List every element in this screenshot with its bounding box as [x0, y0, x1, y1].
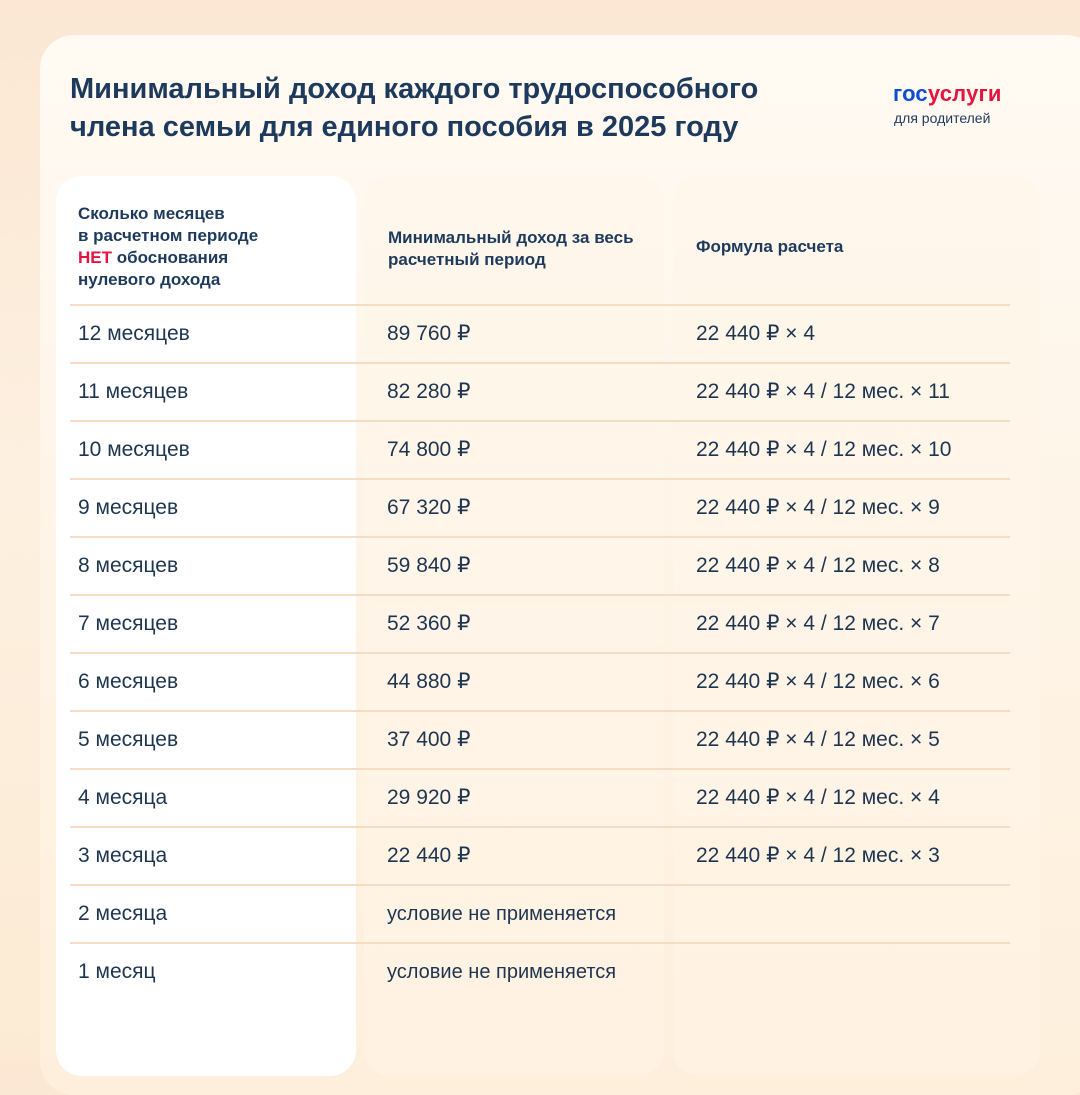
months-cell: 10 месяцев	[78, 438, 190, 461]
months-cell: 3 месяца	[78, 844, 168, 867]
formula-cell: 22 440 ₽ × 4	[696, 322, 816, 345]
income-cell: 89 760 ₽	[387, 322, 471, 345]
logo-subtitle: для родителей	[894, 110, 991, 126]
income-cell: 22 440 ₽	[387, 844, 471, 867]
table-row	[70, 942, 1010, 1000]
page-title: Минимальный доход каждого трудоспособного члена семьи для единого пособия в 2025 году	[70, 73, 759, 143]
income-cell: 67 320 ₽	[387, 496, 471, 519]
formula-cell: 22 440 ₽ × 4 / 12 мес. × 7	[696, 612, 940, 635]
table-row	[70, 304, 1010, 362]
income-cell: 52 360 ₽	[387, 612, 471, 635]
months-cell: 4 месяца	[78, 786, 168, 809]
formula-cell: 22 440 ₽ × 4 / 12 мес. × 8	[696, 554, 940, 577]
income-cell: 74 800 ₽	[387, 438, 471, 461]
formula-cell: 22 440 ₽ × 4 / 12 мес. × 5	[696, 728, 940, 751]
table-row	[70, 652, 1010, 710]
months-cell: 9 месяцев	[78, 496, 179, 519]
months-cell: 1 месяц	[78, 960, 156, 983]
table-row	[70, 768, 1010, 826]
months-cell: 8 месяцев	[78, 554, 179, 577]
income-table	[70, 304, 1010, 1000]
income-cell: 37 400 ₽	[387, 728, 471, 751]
months-cell: 6 месяцев	[78, 670, 179, 693]
header-months: Сколько месяцев в расчетном периоде НЕТ обоснования нулевого дохода	[78, 204, 259, 289]
formula-cell: 22 440 ₽ × 4 / 12 мес. × 3	[696, 844, 940, 867]
formula-cell: 22 440 ₽ × 4 / 12 мес. × 9	[696, 496, 940, 519]
months-cell: 2 месяца	[78, 902, 168, 925]
income-cell: условие не применяется	[387, 961, 617, 983]
table-row	[70, 362, 1010, 420]
months-cell: 5 месяцев	[78, 728, 179, 751]
header-formula: Формула расчета	[696, 237, 844, 256]
months-cell: 12 месяцев	[78, 322, 190, 345]
months-cell: 11 месяцев	[78, 380, 189, 403]
formula-cell: 22 440 ₽ × 4 / 12 мес. × 4	[696, 786, 940, 809]
gosuslugi-logo	[893, 82, 1002, 126]
income-cell: 82 280 ₽	[387, 380, 471, 403]
months-cell: 7 месяцев	[78, 612, 179, 635]
income-cell: 44 880 ₽	[387, 670, 471, 693]
formula-cell: 22 440 ₽ × 4 / 12 мес. × 6	[696, 670, 940, 693]
income-cell: условие не применяется	[387, 903, 617, 925]
table-row	[70, 594, 1010, 652]
table-row	[70, 478, 1010, 536]
table-row	[70, 710, 1010, 768]
header-income: Минимальный доход за весь расчетный период	[388, 228, 634, 269]
table-row	[70, 536, 1010, 594]
income-cell: 59 840 ₽	[387, 554, 471, 577]
income-cell: 29 920 ₽	[387, 786, 471, 809]
formula-cell: 22 440 ₽ × 4 / 12 мес. × 10	[696, 438, 952, 461]
formula-cell: 22 440 ₽ × 4 / 12 мес. × 11	[696, 380, 950, 403]
highlight-net: НЕТ	[78, 248, 112, 267]
table-row	[70, 884, 1010, 942]
table-row	[70, 826, 1010, 884]
logo-wordmark: госуслуги	[893, 81, 1002, 106]
table-row	[70, 420, 1010, 478]
